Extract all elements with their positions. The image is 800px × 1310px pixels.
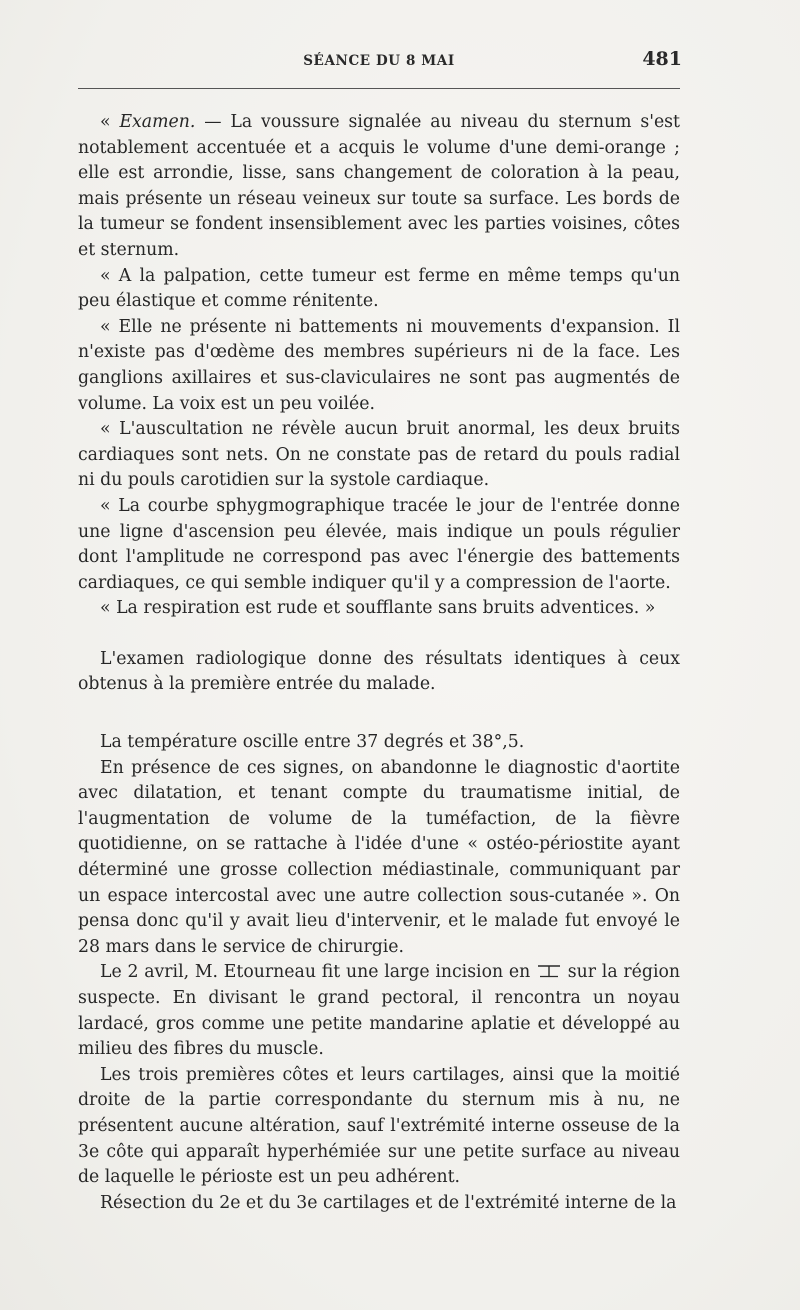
paragraph-incision (78, 960, 680, 1062)
body-text (78, 110, 680, 1216)
paragraph-cotes: Les trois premières côtes et leurs cartilages, ainsi que la moitié droite de la partie correspondante du sternum mis à nu, ne présentent aucune altération, sauf l'extrémité interne osseuse de la 3e côte qui apparaît hyperhémiée sur une petite surface au niveau de laquelle le périoste est un peu adhérent. (78, 1064, 680, 1188)
running-title: SÉANCE DU 8 MAI (303, 53, 455, 69)
paragraph-auscultation: « L'auscultation ne révèle aucun bruit anormal, les deux bruits cardiaques sont nets. On ne constate pas de retard du pouls radial ni du pouls carotidien sur la systole cardiaque. (78, 419, 680, 491)
paragraph-examen (78, 110, 680, 264)
running-head (78, 50, 680, 76)
paragraph-sphygmographique: « La courbe sphygmographique tracée le jour de l'entrée donne une ligne d'ascension peu élevée, mais indique un pouls régulier dont l'amplitude ne correspond pas avec l'énergie des battements cardiaques, ce qui semble indiquer qu'il y a compression de l'aorte. (78, 495, 680, 593)
section-label-examen: Examen. (119, 112, 196, 132)
quote-mark: « (100, 112, 120, 132)
paragraph-radiologique: L'examen radiologique donne des résultats identiques à ceux obtenus à la première entrée du malade. (78, 648, 680, 695)
paragraph-respiration: « La respiration est rude et soufflante sans bruits adventices. » (100, 598, 656, 619)
inverted-t-incision-icon (536, 964, 562, 978)
paragraph-resection: Résection du 2e et du 3e cartilages et de l'extrémité interne de la (100, 1192, 677, 1213)
paragraph-temperature: La température oscille entre 37 degrés et 38°,5. (100, 732, 525, 753)
paragraph-battements: « Elle ne présente ni battements ni mouvements d'expansion. Il n'existe pas d'œdème des membres supérieurs ni de la face. Les ganglions axillaires et sus-claviculaires ne sont pas augmentés de volume. La voix est un peu voilée. (78, 316, 680, 414)
paragraph-text: — La voussure signalée au niveau du sternum s'est notablement accentuée et a acquis le volume d'une demi-orange ; elle est arrondie, lisse, sans changement de coloration à la peau, mais présente un réseau veineux sur toute sa surface. Les bords de la tumeur se fondent insensiblement avec les parties voisines, côtes et sternum. (78, 112, 680, 260)
paragraph-palpation: « A la palpation, cette tumeur est ferme en même temps qu'un peu élastique et comme rénitente. (78, 265, 680, 312)
paragraph-diagnostic: En présence de ces signes, on abandonne le diagnostic d'aortite avec dilatation, et tenant compte du traumatisme initial, de l'augmentation de volume de la tuméfaction, de la fièvre quotidienne, on se rattache à l'idée d'une « ostéo-périostite ayant déterminé une grosse collection médiastinale, communiquant par un espace intercostal avec une autre collection sous-cutanée ». On pensa donc qu'il y avait lieu d'intervenir, et le malade fut envoyé le 28 mars dans le service de chirurgie. (78, 757, 680, 957)
page-number: 481 (642, 48, 682, 70)
paragraph-text: sur la région suspecte. En divisant le grand pectoral, il rencontra un noyau lardacé, gros comme une petite mandarine aplatie et développé au milieu des fibres du muscle. (78, 962, 680, 1060)
paragraph-text: Le 2 avril, M. Etourneau fit une large incision en (100, 962, 537, 983)
header-rule (78, 88, 680, 89)
